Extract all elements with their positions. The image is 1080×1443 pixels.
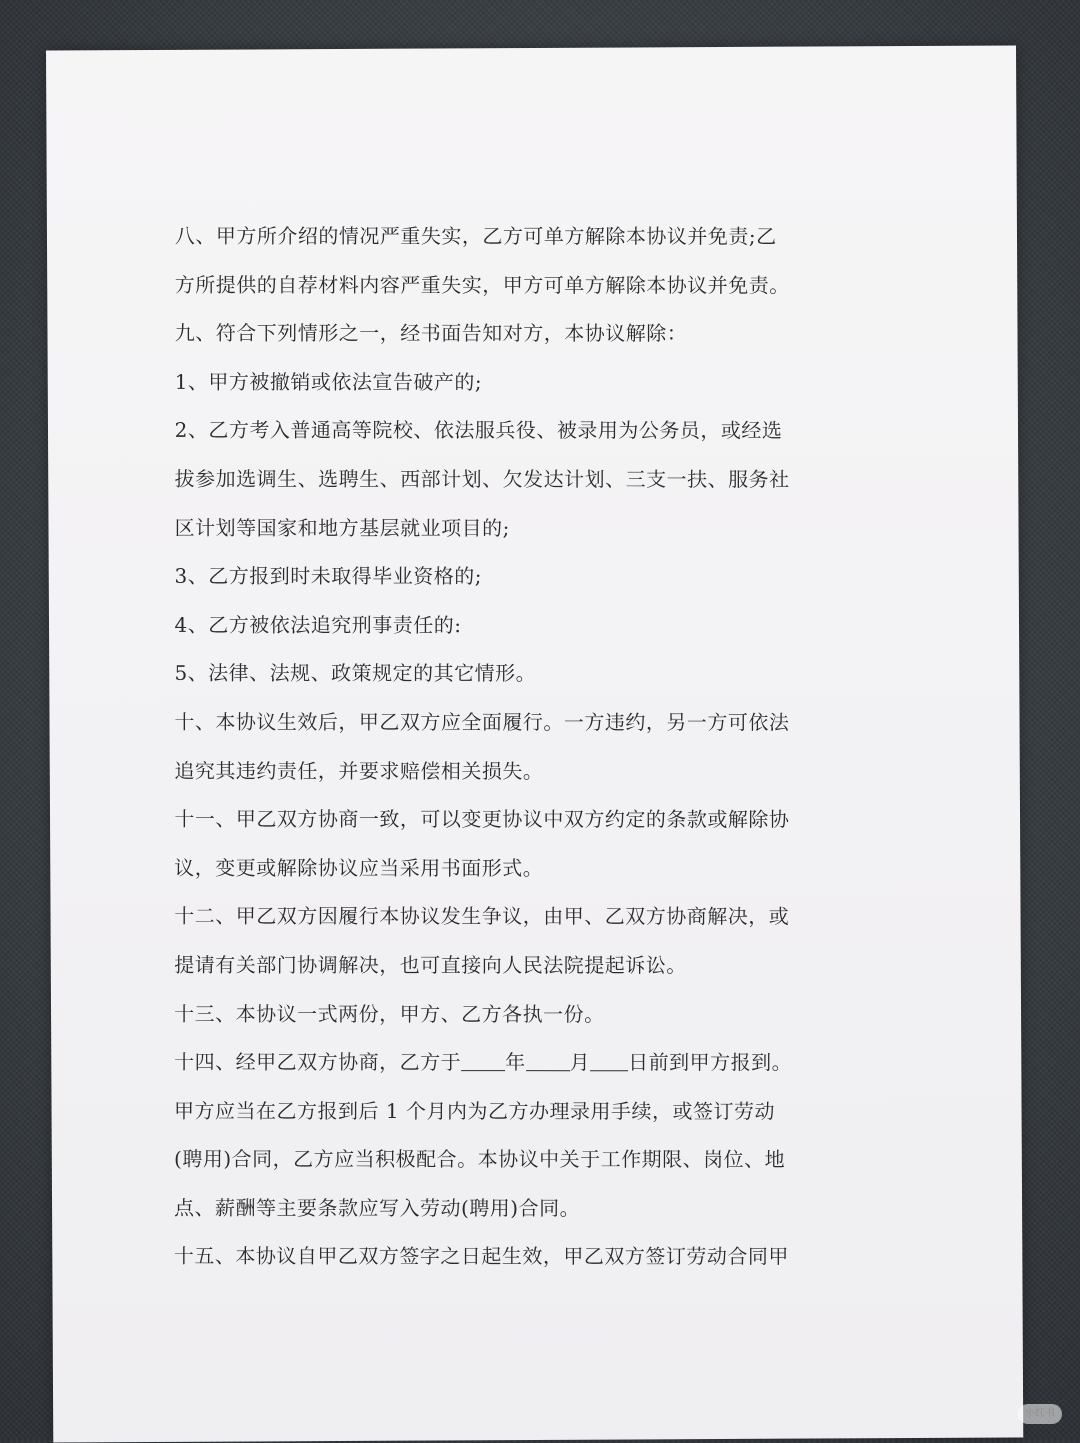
text-line: 十、本协议生效后，甲乙双方应全面履行。一方违约，另一方可依法 (174, 709, 790, 735)
text-line: 十三、本协议一式两份，甲方、乙方各执一份。 (174, 1001, 605, 1026)
year-label: 年 (505, 1050, 526, 1075)
text-line: 3、乙方报到时未取得毕业资格的; (174, 564, 483, 589)
month-blank (526, 1048, 570, 1071)
month-label: 月 (569, 1050, 591, 1075)
agreement-text (174, 212, 875, 1282)
day-label: 日前到甲方报到。 (628, 1050, 793, 1075)
text-line: 2、乙方考入普通高等院校、依法服兵役、被录用为公务员，或经选 (174, 418, 783, 443)
text-line: 甲方应当在乙方报到后 1 个月内为乙方办理录用手续，或签订劳动 (174, 1098, 776, 1124)
text-line: 点、薪酬等主要条款应写入劳动(聘用)合同。 (173, 1195, 581, 1221)
text-line: 4、乙方被依法追究刑事责任的: (174, 612, 462, 637)
text-line: 十二、甲乙双方因履行本协议发生争议，由甲、乙双方协商解决，或 (174, 904, 790, 929)
text-line: 追究其违约责任，并要求赔偿相关损失。 (174, 758, 544, 783)
text-line: 八、甲方所介绍的情况严重失实，乙方可单方解除本协议并免责;乙 (174, 223, 777, 249)
watermark-badge: 小红书 (1018, 1404, 1062, 1424)
text-line: 提请有关部门协调解决，也可直接向人民法院提起诉讼。 (174, 952, 687, 978)
year-blank (461, 1048, 505, 1071)
text-line: 区计划等国家和地方基层就业项目的; (174, 515, 510, 540)
text-line: 1、甲方被撤销或依法宣告破产的; (174, 369, 483, 394)
paper-sheet (46, 45, 1023, 1442)
clause-fourteen-lead: 十四、经甲乙双方协商，乙方于 (174, 1049, 462, 1075)
clause-fourteen-line (174, 1038, 874, 1087)
text-line: (聘用)合同，乙方应当积极配合。本协议中关于工作期限、岗位、地 (174, 1147, 786, 1172)
text-line: 5、法律、法规、政策规定的其它情形。 (174, 661, 537, 686)
text-line: 方所提供的自荐材料内容严重失实，甲方可单方解除本协议并免责。 (174, 272, 790, 297)
text-line: 十五、本协议自甲乙双方签字之日起生效，甲乙双方签订劳动合同甲 (173, 1244, 789, 1269)
day-blank (590, 1048, 628, 1071)
text-line: 议，变更或解除协议应当采用书面形式。 (174, 855, 544, 880)
text-line: 十一、甲乙双方协商一致，可以变更协议中双方约定的条款或解除协 (174, 806, 790, 832)
text-line: 拔参加选调生、选聘生、西部计划、欠发达计划、三支一扶、服务社 (174, 466, 790, 492)
text-line: 九、符合下列情形之一，经书面告知对方，本协议解除： (174, 321, 688, 346)
